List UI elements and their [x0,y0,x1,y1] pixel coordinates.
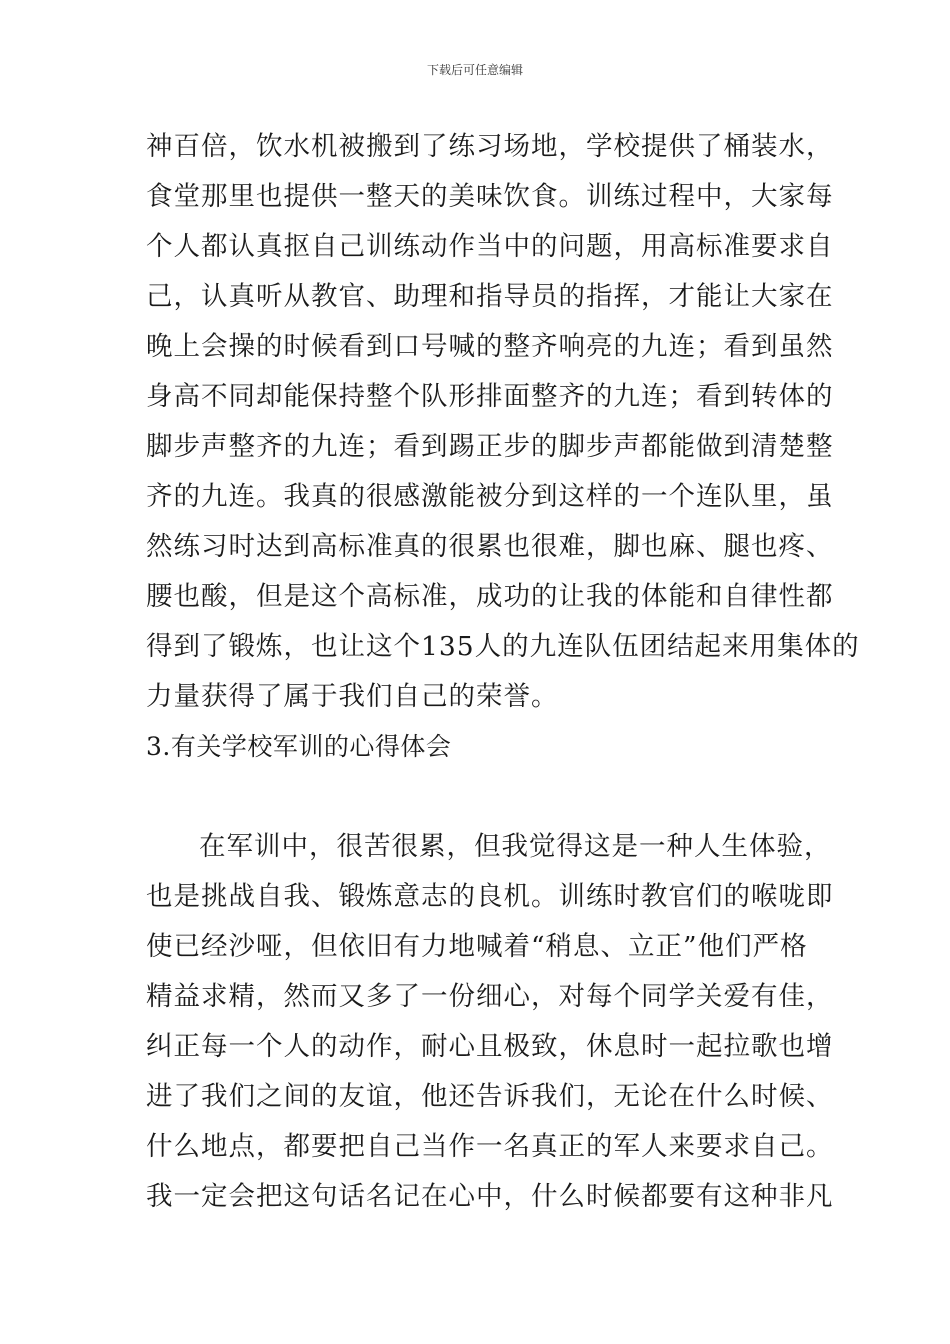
paragraph-line: 精益求精，然而又多了一份细心，对每个同学关爱有佳， [146,981,834,1012]
paragraph-line: 力量获得了属于我们自己的荣誉。 [146,681,559,712]
document-body [146,122,860,1222]
paragraph-line: 身高不同却能保持整个队形排面整齐的九连；看到转体的 [146,381,834,412]
paragraph-line: 食堂那里也提供一整天的美味饮食。训练过程中，大家每 [146,181,834,212]
page-header: 下载后可任意编辑 [426,63,523,77]
paragraph-line: 齐的九连。我真的很感激能被分到这样的一个连队里，虽 [146,481,834,512]
paragraph-line: 神百倍，饮水机被搬到了练习场地，学校提供了桶装水， [146,131,834,162]
paragraph-line: 纠正每一个人的动作，耐心且极致，休息时一起拉歌也增 [146,1031,834,1062]
paragraph-line: 腰也酸，但是这个高标准，成功的让我的体能和自律性都 [146,581,834,612]
blank-spacer [146,772,814,822]
paragraph-line: 脚步声整齐的九连；看到踢正步的脚步声都能做到清楚整 [146,431,834,462]
paragraph-line: 我一定会把这句话名记在心中，什么时候都要有这种非凡 [146,1181,834,1212]
paragraph-line: 个人都认真抠自己训练动作当中的问题，用高标准要求自 [146,231,834,262]
paragraph-line: 然练习时达到高标准真的很累也很难，脚也麻、腿也疼、 [146,531,834,562]
paragraph-line: 己，认真听从教官、助理和指导员的指挥，才能让大家在 [146,281,834,312]
section-heading: 3.有关学校军训的心得体会 [146,732,452,761]
paragraph-training-reflection [146,822,834,1222]
paragraph-line: 晚上会操的时候看到口号喊的整齐响亮的九连；看到虽然 [146,331,834,362]
paragraph-line: 在军训中，很苦很累，但我觉得这是一种人生体验， [199,831,832,862]
paragraph-line: 使已经沙哑，但依旧有力地喊着“稍息、立正”他们严格 [146,931,808,962]
paragraph-line: 进了我们之间的友谊，他还告诉我们，无论在什么时候、 [146,1081,834,1112]
paragraph-military-training-experience [146,122,860,722]
paragraph-line: 也是挑战自我、锻炼意志的良机。训练时教官们的喉咙即 [146,881,834,912]
paragraph-line: 什么地点，都要把自己当作一名真正的军人来要求自己。 [146,1131,834,1162]
paragraph-line: 得到了锻炼，也让这个135人的九连队伍团结起来用集体的 [146,631,860,662]
